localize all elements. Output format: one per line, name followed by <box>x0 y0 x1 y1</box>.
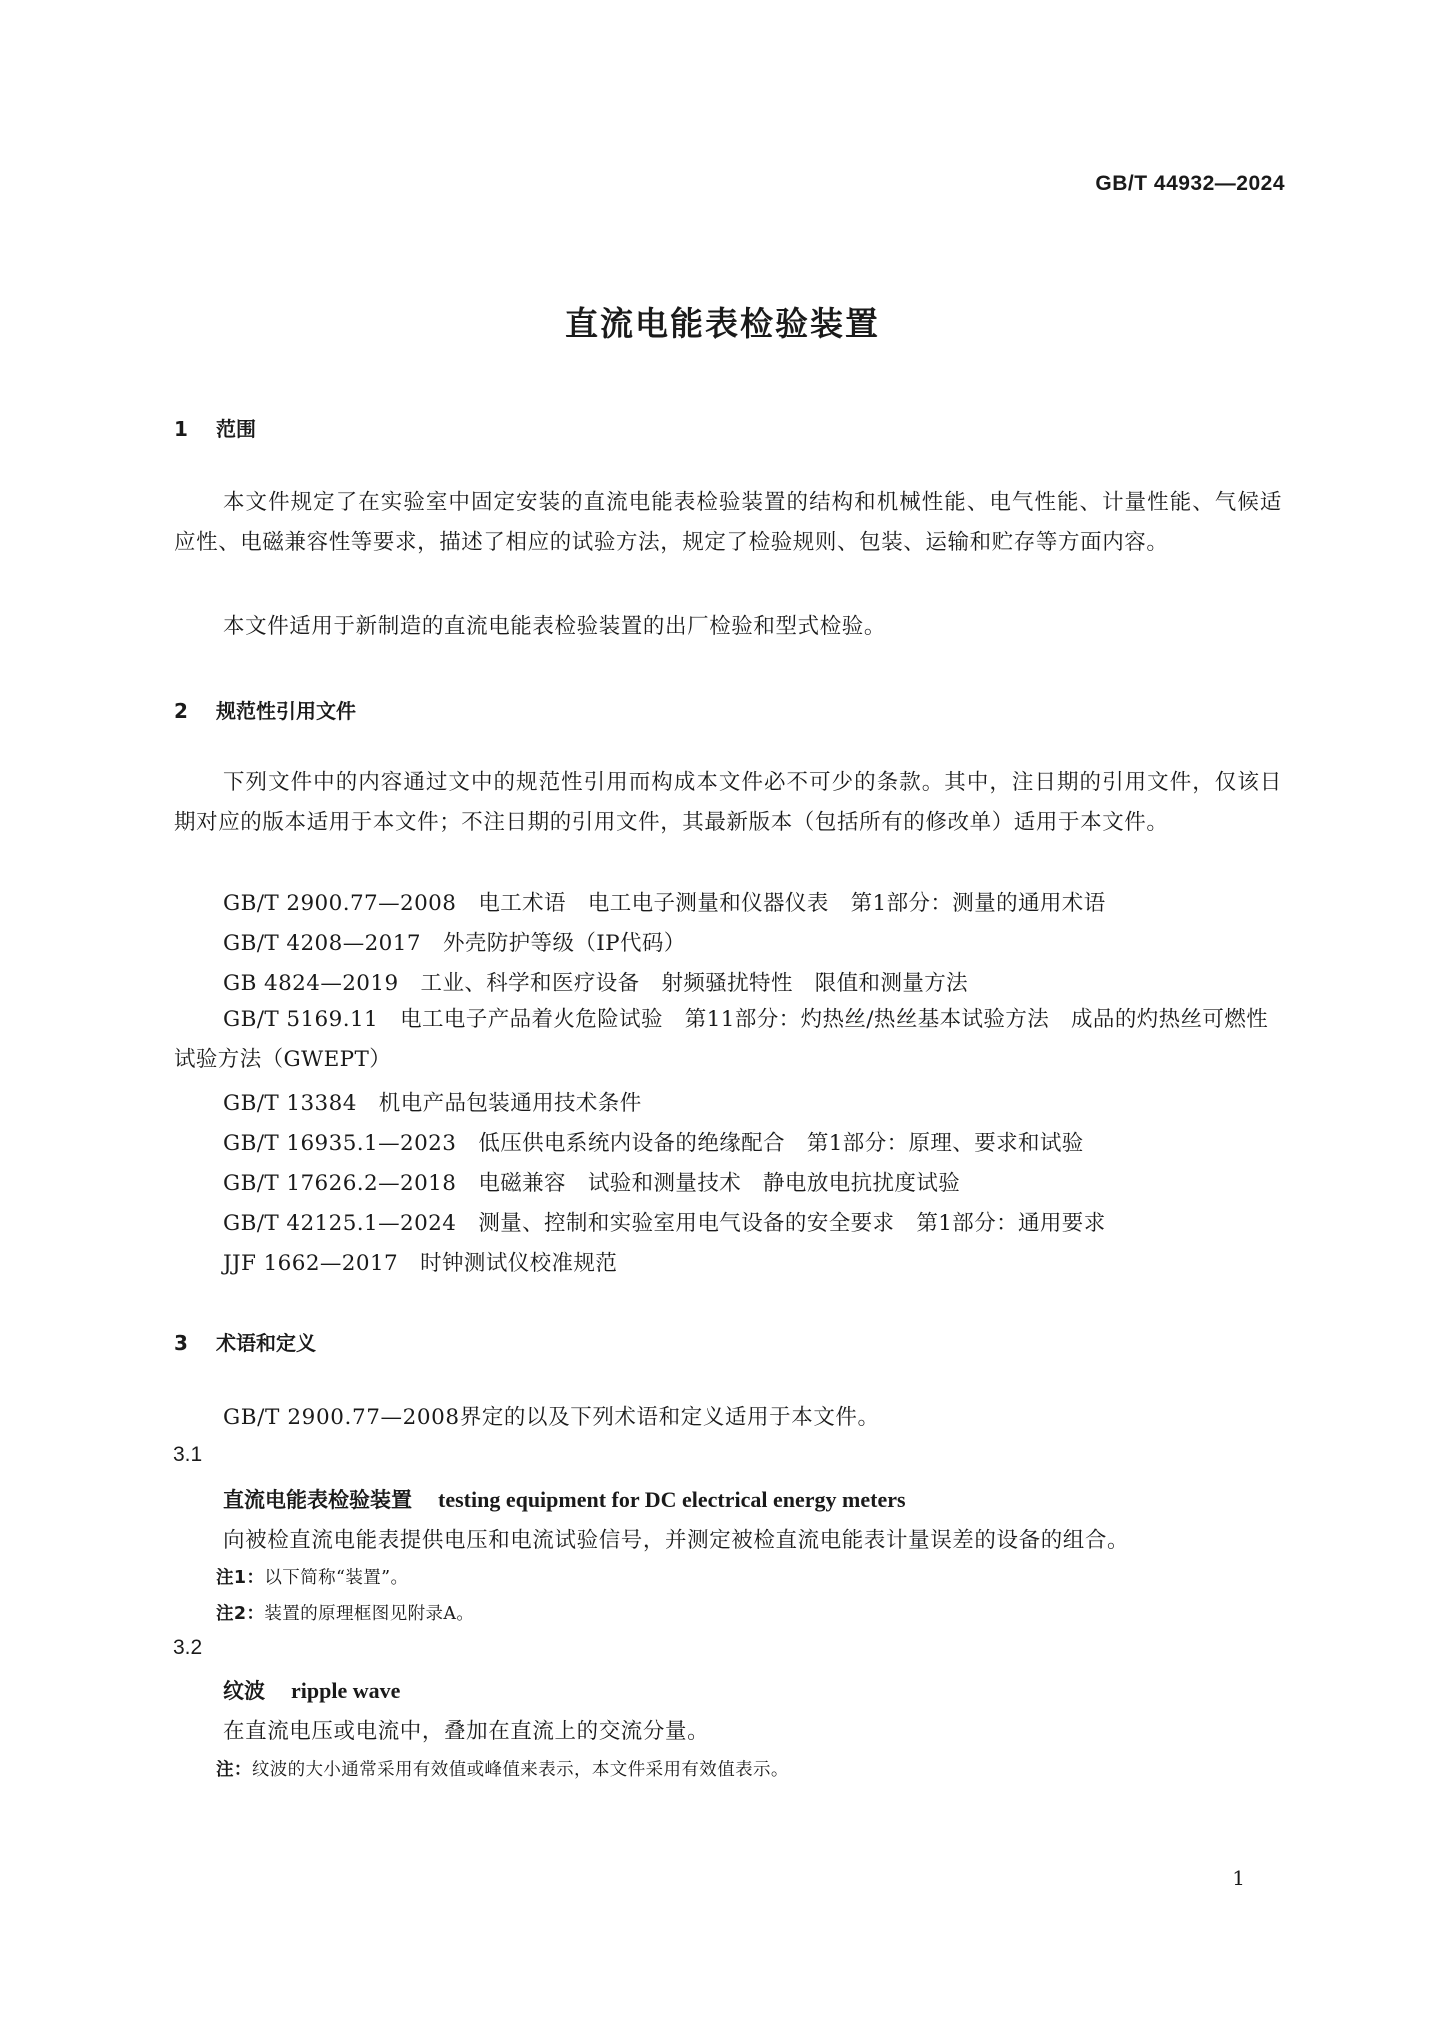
note-text: 纹波的大小通常采用有效值或峰值来表示，本文件采用有效值表示。 <box>251 1760 789 1780</box>
note-text: 以下简称“装置”。 <box>264 1568 409 1588</box>
reference-item <box>223 1246 639 1277</box>
reference-code: GB 4824—2019 <box>223 971 399 996</box>
reference-title: 电磁兼容 试验和测量技术 静电放电抗扰度试验 <box>478 1171 961 1196</box>
reference-item <box>223 1206 1128 1237</box>
note-text: 装置的原理框图见附录A。 <box>264 1604 475 1624</box>
note-label: 注1： <box>216 1568 265 1588</box>
reference-item <box>223 966 990 997</box>
reference-item <box>223 1086 664 1117</box>
term-number: 3.1 <box>173 1443 203 1466</box>
reference-title: 机电产品包装通用技术条件 <box>378 1091 642 1116</box>
term-entry <box>223 1484 906 1514</box>
paragraph-scope: 本文件规定了在实验室中固定安装的直流电能表检验装置的结构和机械性能、电气性能、计量性能、气候适应性、电磁兼容性等要求，描述了相应的试验方法，规定了检验规则、包装、运输和贮存等方面内容。 <box>174 490 1282 555</box>
reference-title: 电工电子产品着火危险试验 第11部分：灼热丝/热丝基本试验方法 成品的灼热丝可燃性试验方法（GWEPT） <box>174 1007 1269 1072</box>
section-heading-1 <box>174 413 256 442</box>
reference-code: GB/T 4208—2017 <box>223 931 421 956</box>
section-title: 术语和定义 <box>216 1331 316 1355</box>
term-definition: 在直流电压或电流中，叠加在直流上的交流分量。 <box>223 1719 710 1744</box>
reference-title: 电工术语 电工电子测量和仪器仪表 第1部分：测量的通用术语 <box>478 891 1106 916</box>
reference-code: GB/T 5169.11 <box>223 1007 379 1032</box>
reference-item <box>174 1000 1282 1080</box>
term-entry <box>223 1675 400 1705</box>
note-label: 注： <box>216 1760 252 1780</box>
reference-item <box>223 926 708 957</box>
reference-title: 时钟测试仪校准规范 <box>420 1251 618 1276</box>
section-number: 3 <box>174 1331 188 1355</box>
section-heading-2 <box>174 695 356 724</box>
reference-code: GB/T 16935.1—2023 <box>223 1131 457 1156</box>
term-english: ripple wave <box>291 1678 401 1703</box>
section-title: 规范性引用文件 <box>216 699 356 723</box>
reference-item <box>223 886 1128 917</box>
reference-item <box>223 1166 982 1197</box>
reference-code: GB/T 13384 <box>223 1091 357 1116</box>
section-heading-3 <box>174 1327 316 1356</box>
term-english: testing equipment for DC electrical energy meters <box>438 1487 906 1512</box>
reference-title: 工业、科学和医疗设备 射频骚扰特性 限值和测量方法 <box>420 971 969 996</box>
reference-item <box>223 1126 1106 1157</box>
reference-title: 低压供电系统内设备的绝缘配合 第1部分：原理、要求和试验 <box>478 1131 1084 1156</box>
term-chinese: 直流电能表检验装置 <box>223 1488 412 1512</box>
term-note <box>216 1756 789 1781</box>
reference-code: GB/T 2900.77—2008 <box>223 891 457 916</box>
document-number: GB/T 44932—2024 <box>1095 172 1285 195</box>
page-number: 1 <box>1232 1866 1245 1890</box>
paragraph-terms-intro: GB/T 2900.77—2008界定的以及下列术语和定义适用于本文件。 <box>223 1405 880 1430</box>
note-label: 注2： <box>216 1604 265 1624</box>
term-definition: 向被检直流电能表提供电压和电流试验信号，并测定被检直流电能表计量误差的设备的组合。 <box>223 1528 1130 1553</box>
term-number: 3.2 <box>173 1636 203 1659</box>
reference-code: JJF 1662—2017 <box>223 1251 399 1276</box>
reference-code: GB/T 42125.1—2024 <box>223 1211 457 1236</box>
paragraph-references-intro: 下列文件中的内容通过文中的规范性引用而构成本文件必不可少的条款。其中，注日期的引用文件，仅该日期对应的版本适用于本文件；不注日期的引用文件，其最新版本（包括所有的修改单）适用于本文件。 <box>174 770 1282 835</box>
section-number: 2 <box>174 699 188 723</box>
term-note <box>216 1600 474 1625</box>
section-title: 范围 <box>216 417 256 441</box>
reference-title: 外壳防护等级（IP代码） <box>442 931 686 956</box>
reference-code: GB/T 17626.2—2018 <box>223 1171 457 1196</box>
paragraph-applicability: 本文件适用于新制造的直流电能表检验装置的出厂检验和型式检验。 <box>223 614 887 639</box>
document-title: 直流电能表检验装置 <box>565 304 880 343</box>
term-chinese: 纹波 <box>223 1679 265 1703</box>
term-note <box>216 1564 408 1589</box>
reference-title: 测量、控制和实验室用电气设备的安全要求 第1部分：通用要求 <box>478 1211 1106 1236</box>
section-number: 1 <box>174 417 188 441</box>
